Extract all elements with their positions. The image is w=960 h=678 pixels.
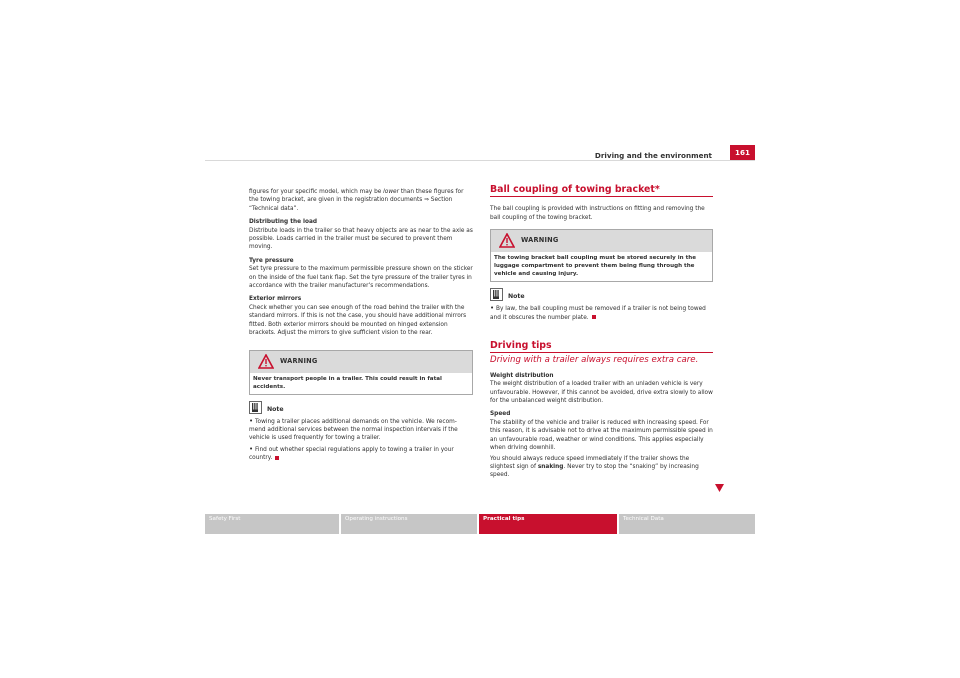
section-heading: Distributing the load (249, 219, 318, 226)
end-marker-icon (275, 456, 279, 460)
note-bullet: • Find out whether special regulations apply to towing a trailer in your country. (249, 444, 454, 462)
title-rule (490, 196, 713, 197)
note-header (249, 401, 473, 417)
snaking-paragraph: You should always reduce speed immediately if the trailer shows the slightest sign of snaking. Never try to stop the “snaking” by increasing speed. (490, 455, 699, 479)
title-rule (490, 352, 713, 353)
note-label: Note (267, 405, 284, 413)
warning-box (490, 229, 713, 282)
page-header-title: Driving and the environment (594, 151, 712, 160)
continue-arrow-icon (715, 484, 724, 492)
left-column (249, 188, 473, 463)
tab-operating-instructions[interactable]: Operating instructions (341, 514, 477, 534)
section-text: Set tyre pressure to the maximum permissible pressure shown on the sticker on the inside of the fuel tank flap. Set the tyre pressure of the trailer tyres in accordance with the trailer manufacturer’s recommendations. (249, 266, 473, 290)
intro-paragraph: figures for your specific model, which may be lower than these figures for the towing bracket, are given in the registration documents ⇒ Section “Technical data”. (249, 189, 464, 212)
note-bullet: • Towing a trailer places additional demands on the vehicle. We recom-mend additional services between the normal inspection intervals if the vehicle is used frequently for towing a trailer. (249, 416, 458, 442)
warning-triangle-icon (258, 354, 274, 369)
warning-text: The towing bracket ball coupling must be stored securely in the luggage compartment to prevent them being flung through the vehicle and causing injury. (494, 255, 697, 278)
ball-coupling-title: Ball coupling of towing bracket* (490, 184, 660, 195)
page-number: 161 (730, 145, 755, 161)
warning-label: WARNING (521, 236, 559, 245)
section-text: The stability of the vehicle and trailer is reduced with increasing speed. For this reason, it is advisable not to drive at the maximum permissible speed in an unfavourable road, weather or wind conditions. This applies especially when driving downhill. (490, 419, 713, 452)
section-heading: Tyre pressure (249, 257, 294, 264)
warning-triangle-icon (499, 233, 515, 248)
note-icon (490, 288, 503, 301)
section-text: Distribute loads in the trailer so that heavy objects are as near to the axle as possible. Loads carried in the trailer must be secured to prevent them moving. (249, 227, 473, 251)
section-heading: Exterior mirrors (249, 296, 302, 303)
end-marker-icon (592, 315, 596, 319)
note-icon (249, 401, 262, 414)
warning-text: Never transport people in a trailer. This could result in fatal accidents. (253, 375, 442, 390)
note-header (490, 288, 713, 304)
section-text: The weight distribution of a loaded trailer with an unladen vehicle is very unfavourable. However, if this cannot be avoided, drive extra slowly to allow for the unbalanced weight distribution. (490, 381, 713, 405)
warning-box (249, 350, 473, 395)
tab-safety-first[interactable]: Safety First (205, 514, 339, 534)
note-label: Note (508, 293, 525, 301)
right-column (490, 186, 713, 480)
section-heading: Speed (490, 411, 511, 418)
driving-tips-title: Driving tips (490, 340, 552, 352)
header-divider (205, 160, 755, 161)
tab-practical-tips[interactable]: Practical tips (479, 514, 617, 534)
section-heading: Weight distribution (490, 372, 554, 379)
ball-coupling-text: The ball coupling is provided with instructions on fitting and removing the ball coupling of the towing bracket. (490, 206, 705, 221)
note-bullet: • By law, the ball coupling must be removed if a trailer is not being towed and it obscures the number plate. (490, 304, 706, 321)
tab-technical-data[interactable]: Technical Data (619, 514, 755, 534)
section-text: Check whether you can see enough of the road behind the trailer with the standard mirrors. If this is not the case, you should have additional mirrors fitted. Both exterior mirrors should be mounted on hinged extension brackets. Adjust the mirrors to give sufficient vision to the rear. (249, 304, 467, 337)
driving-tips-subtitle: Driving with a trailer always requires extra care. (490, 355, 699, 366)
warning-label: WARNING (280, 356, 318, 365)
